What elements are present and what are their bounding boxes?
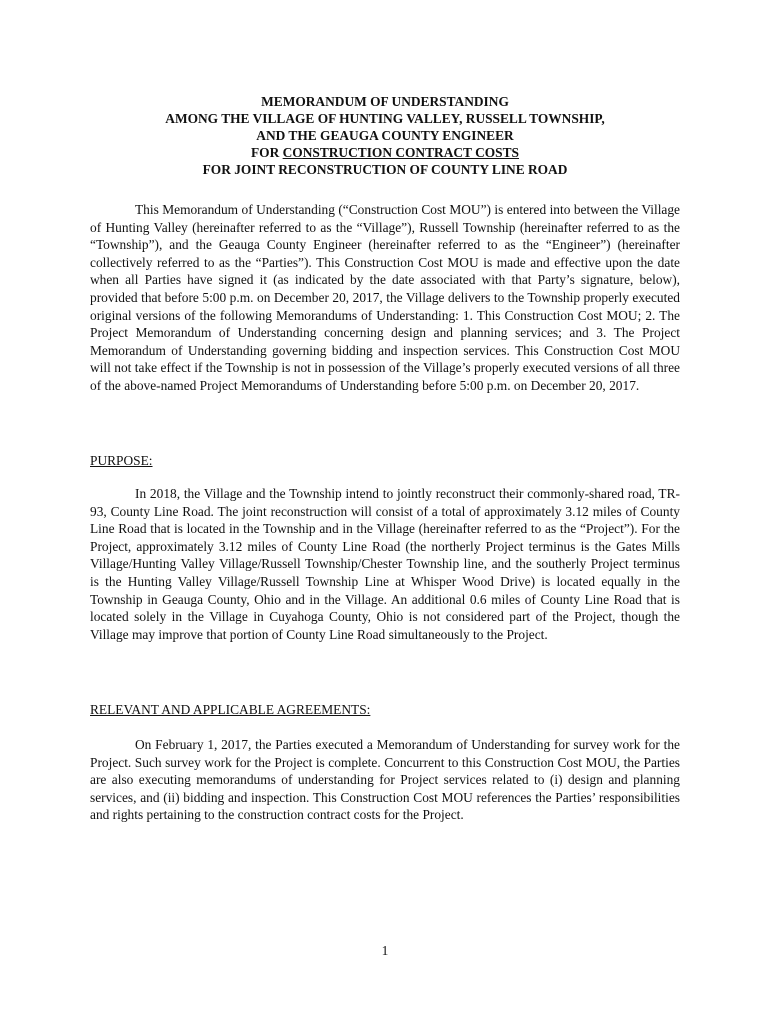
agreements-heading: RELEVANT AND APPLICABLE AGREEMENTS: [90, 702, 371, 717]
title-line-5: FOR JOINT RECONSTRUCTION OF COUNTY LINE ROAD [202, 162, 568, 177]
purpose-heading: PURPOSE: [90, 453, 153, 468]
title-line-1: MEMORANDUM OF UNDERSTANDING [261, 94, 509, 109]
title-line-4 [90, 144, 680, 161]
title-line-3: AND THE GEAUGA COUNTY ENGINEER [256, 128, 514, 143]
document-title [90, 93, 680, 178]
page-number: 1 [381, 943, 389, 958]
agreements-paragraph: On February 1, 2017, the Parties executed a Memorandum of Understanding for survey work for the Project. Such survey work for the Project is complete. Concurrent to this Construction Cost MOU, the Parties are also executing memorandums of understanding for Project services related to (i) design and planning services, and (ii) bidding and inspection. This Construction Cost MOU references the Parties’ responsibilities and rights pertaining to the construction contract costs for the Project. [90, 737, 680, 823]
title-line-2: AMONG THE VILLAGE OF HUNTING VALLEY, RUSSELL TOWNSHIP, [165, 111, 605, 126]
intro-paragraph: This Memorandum of Understanding (“Construction Cost MOU”) is entered into between the Village of Hunting Valley (hereinafter referred to as the “Village”), Russell Township (hereinafter referred to as the “Township”), and the Geauga County Engineer (hereinafter referred to as the “Engineer”) (hereinafter collectively referred to as the “Parties”). This Construction Cost MOU is made and effective upon the date when all Parties have signed it (as indicated by the date associated with that Party’s signature, below), provided that before 5:00 p.m. on December 20, 2017, the Village delivers to the Township properly executed original versions of the following Memorandums of Understanding: 1. This Construction Cost MOU; 2. The Project Memorandum of Understanding concerning design and planning services; and 3. The Project Memorandum of Understanding governing bidding and inspection services. This Construction Cost MOU will not take effect if the Township is not in possession of the Village’s properly executed versions of all three of the above-named Project Memorandums of Understanding before 5:00 p.m. on December 20, 2017. [90, 202, 680, 393]
title-subject-underlined: CONSTRUCTION CONTRACT COSTS [282, 145, 519, 160]
purpose-paragraph: In 2018, the Village and the Township intend to jointly reconstruct their commonly-shared road, TR-93, County Line Road. The joint reconstruction will consist of a total of approximately 3.12 miles of County Line Road that is located in the Township and in the Village (hereinafter referred to as the “Project”). For the Project, approximately 3.12 miles of County Line Road (the northerly Project terminus is the Gates Mills Village/Hunting Valley Village/Russell Township/Chester Township line, and the southerly Project terminus is the Hunting Valley Village/Russell Township Line at Whisper Wood Drive) is located equally in the Township in Geauga County, Ohio and in the Village. An additional 0.6 miles of County Line Road that is located solely in the Village in Cuyahoga County, Ohio is not considered part of the Project, though the Village may improve that portion of County Line Road simultaneously to the Project. [90, 486, 680, 642]
title-for-prefix: FOR [251, 145, 283, 160]
